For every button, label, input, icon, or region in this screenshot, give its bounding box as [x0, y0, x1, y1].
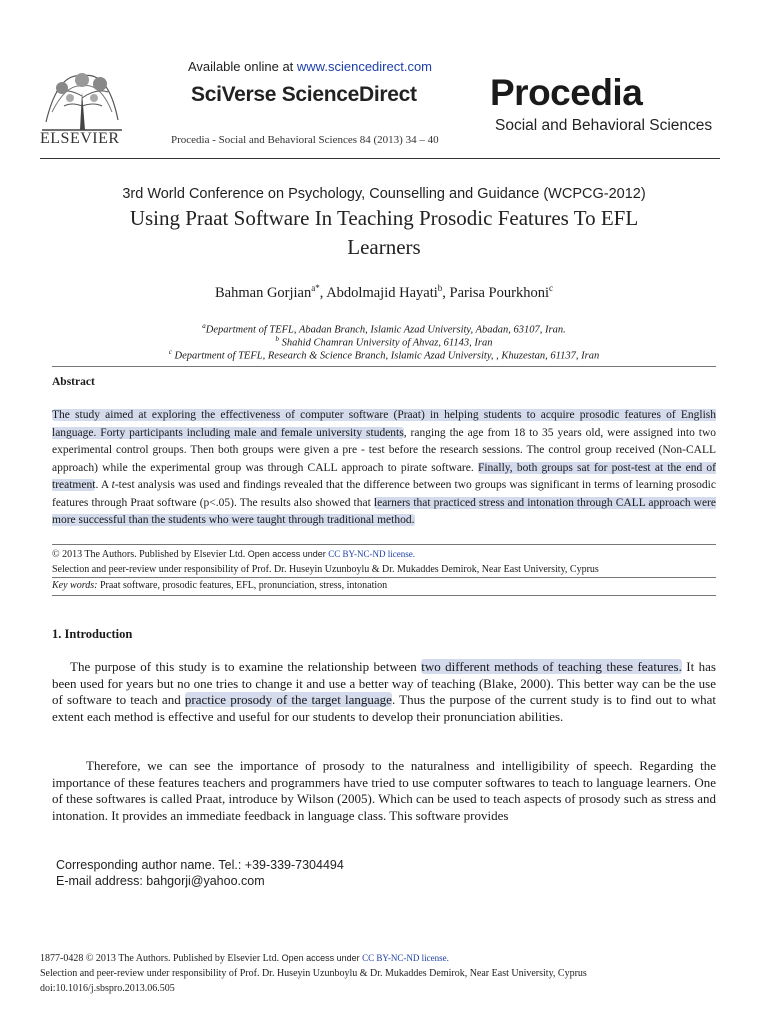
- keywords-line: [52, 580, 387, 591]
- author-separator: ,: [319, 284, 327, 301]
- footer-copyright: [40, 953, 449, 964]
- section-heading-introduction: 1. Introduction: [52, 627, 133, 641]
- license-link[interactable]: CC BY-NC-ND license.: [328, 549, 416, 559]
- corresponding-author: Corresponding author name. Tel.: +39-339-7304494: [56, 858, 344, 872]
- affiliation-b-marker: b: [275, 335, 280, 343]
- paper-title: [60, 204, 708, 262]
- abstract-segment-text: -test analysis was used and findings revealed that the difference between two groups was significant in terms of learning prosodic features through Praat software (p<.05). The results also showed that: [52, 479, 716, 509]
- keywords-label: Key words:: [52, 580, 98, 591]
- sciverse-title: SciVerse ScienceDirect: [191, 83, 417, 106]
- abstract-segment-highlight: learners that practiced stress and intonation through CALL approach were more successful than the students who were taught through traditional method.: [52, 496, 716, 526]
- affiliation-b-text: Shahid Chamran University of Ahvaz, 61143, Iran: [279, 337, 493, 349]
- author-name: Abdolmajid Hayati: [326, 284, 438, 301]
- abstract-body: [52, 407, 716, 530]
- intro-segment-text: It has been used for years but no one tries to change it and use a better way of teaching (Blake, 2000). This better way can be the use of software to teach and: [52, 659, 716, 708]
- author-list: [0, 283, 768, 302]
- abstract-heading: Abstract: [52, 376, 95, 388]
- available-online: [188, 59, 432, 74]
- author-name: Parisa Pourkhoni: [449, 284, 549, 301]
- intro-segment-text: . Thus the purpose of the current study is to find out to what extent each method is effective and useful for our students to develop their pronunciation abilities.: [52, 692, 717, 724]
- affiliation-a-text: Department of TEFL, Abadan Branch, Islamic Azad University, Abadan, 63107, Iran.: [205, 324, 566, 336]
- publisher-name: ELSEVIER: [40, 130, 120, 147]
- abstract-segment-text: , ranging the age from 18 to 35 years old, were assigned into two experimental control groups. Then both groups were given a pre - test before the research sessions. The control group received (Non-CALL approach) while the experimental group was through CALL approach to pirate software.: [52, 426, 716, 474]
- intro-paragraph-2: Therefore, we can see the importance of prosody to the naturalness and intelligibility of speech. Regarding the importance of these features teachers and programmers have tried to use computer softwares to teach to language learners. One of these softwares is called Praat, introduce by Wilson (2005). Which can be used to teach aspects of prosody such as stress and intonation. It provides an immediate feedback in language class. This software provides: [52, 758, 716, 823]
- paper-title-line1: Using Praat Software In Teaching Prosodic Features To EFL: [129, 206, 639, 230]
- footer-doi: doi:10.1016/j.sbspro.2013.06.505: [40, 983, 175, 994]
- copyright-text: © 2013 The Authors. Published by Elsevier Ltd.: [52, 549, 248, 560]
- author-affiliation-marker: b: [437, 283, 443, 293]
- affiliation-a-marker: a: [202, 322, 206, 330]
- abstract-segment-text: . A: [95, 479, 112, 491]
- footer-open-access: Open access under: [281, 953, 363, 963]
- keywords-text: Praat software, prosodic features, EFL, pronunciation, stress, intonation: [97, 580, 388, 591]
- affiliation-b: [0, 335, 768, 349]
- abstract-segment-highlight: Finally, both groups sat for post-test at the end of treatment: [52, 461, 716, 491]
- affiliation-c-marker: c: [168, 348, 172, 356]
- keywords-top-rule: [52, 577, 716, 578]
- intro-paragraph-1: [52, 659, 716, 725]
- author-affiliation-marker: c: [548, 283, 553, 293]
- elsevier-tree-logo-icon: [38, 62, 126, 134]
- sciencedirect-link[interactable]: www.sciencedirect.com: [296, 59, 433, 74]
- author-name: Bahman Gorjian: [215, 284, 312, 301]
- paper-title-line2: Learners: [347, 235, 421, 259]
- footer-license-link[interactable]: CC BY-NC-ND license.: [362, 953, 449, 963]
- header-rule: [40, 158, 720, 159]
- author-separator: ,: [442, 284, 450, 301]
- intro-segment-text: The purpose of this study is to examine the relationship between: [70, 659, 422, 674]
- intro-segment-highlight: two different methods of teaching these features.: [421, 659, 682, 674]
- procedia-subtitle: Social and Behavioral Sciences: [495, 117, 713, 134]
- abstract-top-rule: [52, 366, 716, 367]
- procedia-title: Procedia: [490, 72, 643, 113]
- author-email: E-mail address: bahgorji@yahoo.com: [56, 874, 265, 888]
- affiliation-c-text: Department of TEFL, Research & Science Branch, Islamic Azad University, , Khuzestan, 61137, Iran: [171, 350, 600, 362]
- keywords-bottom-rule: [52, 595, 716, 596]
- affiliation-c: [0, 348, 768, 362]
- abstract-bottom-rule: [52, 544, 716, 545]
- conference-name: 3rd World Conference on Psychology, Counselling and Guidance (WCPCG-2012): [122, 186, 646, 202]
- abstract-segment-text: t: [111, 479, 115, 491]
- abstract-segment-highlight: The study aimed at exploring the effectiveness of computer software (Praat) in helping students to acquire prosodic features of English language. Forty participants including male and female university students: [52, 409, 716, 439]
- intro-segment-highlight: practice prosody of the target language: [184, 692, 392, 708]
- journal-line: Procedia - Social and Behavioral Sciences 84 (2013) 34 – 40: [171, 134, 439, 146]
- footer-peer-review: Selection and peer-review under responsibility of Prof. Dr. Huseyin Uzunboylu & Dr. Mukaddes Demirok, Near East University, Cyprus: [40, 968, 587, 979]
- peer-review-note: Selection and peer-review under responsibility of Prof. Dr. Huseyin Uzunboylu & Dr. Mukaddes Demirok, Near East University, Cyprus: [52, 564, 599, 575]
- author-affiliation-marker: a*: [311, 283, 320, 293]
- affiliation-a: [0, 322, 768, 336]
- open-access-text: Open access under: [247, 549, 329, 559]
- abstract-copyright: [52, 549, 415, 560]
- available-prefix: Available online at: [188, 59, 297, 74]
- footer-copyright-text: 1877-0428 © 2013 The Authors. Published by Elsevier Ltd.: [40, 953, 282, 964]
